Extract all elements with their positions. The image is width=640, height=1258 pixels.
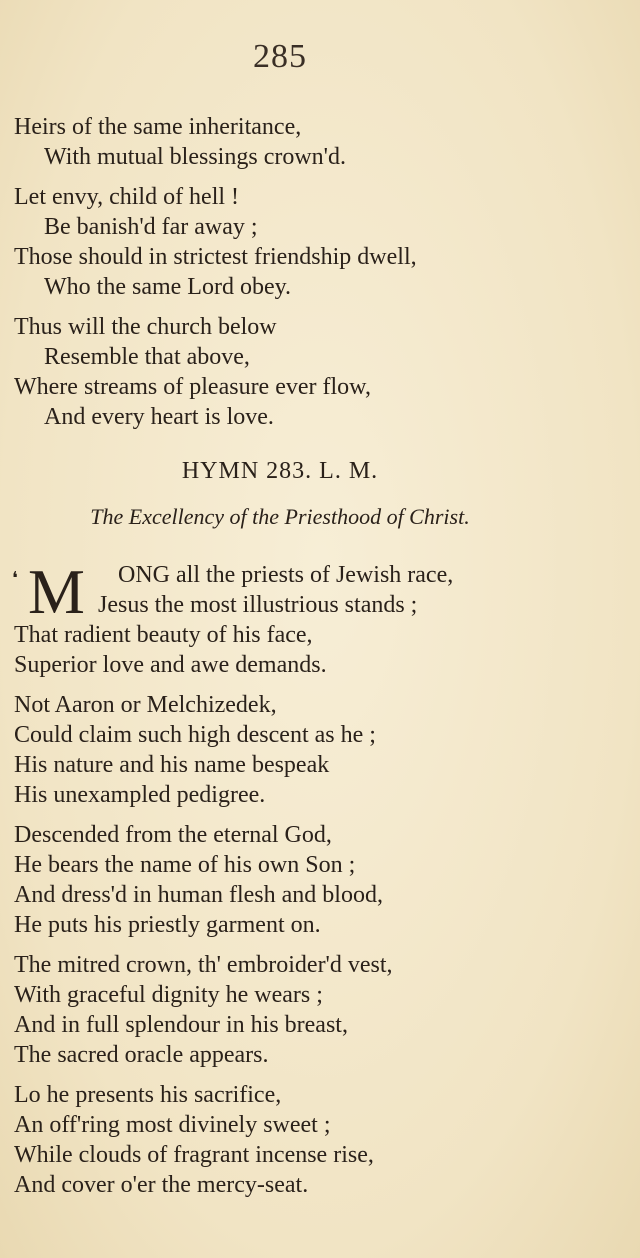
verse-line: The mitred crown, th' embroider'd vest, xyxy=(14,952,393,978)
verse-line: Resemble that above, xyxy=(44,344,250,370)
verse-line: Could claim such high descent as he ; xyxy=(14,722,376,748)
verse-line: And dress'd in human flesh and blood, xyxy=(14,882,383,908)
hymn-stanza-1 xyxy=(14,556,614,680)
hymn-title: HYMN 283. L. M. xyxy=(181,458,379,484)
page-number: 285 xyxy=(253,38,307,75)
stanza-top-2 xyxy=(14,182,614,302)
verse-line: And cover o'er the mercy-seat. xyxy=(14,1172,309,1198)
verse-line: An off'ring most divinely sweet ; xyxy=(14,1112,331,1138)
verse-line: Heirs of the same inheritance, xyxy=(14,114,302,140)
verse-line: His nature and his name bespeak xyxy=(14,752,330,778)
verse-line: While clouds of fragrant incense rise, xyxy=(14,1142,374,1168)
verse-line: Descended from the eternal God, xyxy=(14,822,332,848)
verse-line: He puts his priestly garment on. xyxy=(14,912,321,938)
hymn-subtitle: The Excellency of the Priesthood of Christ. xyxy=(90,504,470,529)
hymn-stanza-5 xyxy=(14,1080,614,1200)
verse-line: Where streams of pleasure ever flow, xyxy=(14,374,371,400)
ornament-icon: ❛ xyxy=(12,568,18,588)
verse-line: Let envy, child of hell ! xyxy=(14,184,240,210)
hymn-stanza-4 xyxy=(14,950,614,1070)
verse-line: Who the same Lord obey. xyxy=(44,274,292,300)
verse-line: Jesus the most illustrious stands ; xyxy=(98,592,418,618)
verse-line: Superior love and awe demands. xyxy=(14,652,327,678)
hymn-stanza-3 xyxy=(14,820,614,940)
verse-line: And in full splendour in his breast, xyxy=(14,1012,348,1038)
stanza-top-1 xyxy=(14,112,614,172)
verse-line: That radient beauty of his face, xyxy=(14,622,313,648)
verse-line: ONG all the priests of Jewish race, xyxy=(118,562,454,588)
verse-line: Lo he presents his sacrifice, xyxy=(14,1082,282,1108)
verse-line: His unexampled pedigree. xyxy=(14,782,266,808)
verse-line: He bears the name of his own Son ; xyxy=(14,852,356,878)
verse-line: Not Aaron or Melchizedek, xyxy=(14,692,277,718)
stanza-top-3 xyxy=(14,312,614,432)
verse-line: Thus will the church below xyxy=(14,314,277,340)
verse-line: The sacred oracle appears. xyxy=(14,1042,269,1068)
verse-line: Those should in strictest friendship dwell, xyxy=(14,244,417,270)
verse-line: With mutual blessings crown'd. xyxy=(44,144,346,170)
verse-line: Be banish'd far away ; xyxy=(44,214,258,240)
verse-line: And every heart is love. xyxy=(44,404,274,430)
drop-cap: M xyxy=(28,556,85,627)
hymn-stanza-2 xyxy=(14,690,614,810)
verse-line: With graceful dignity he wears ; xyxy=(14,982,323,1008)
